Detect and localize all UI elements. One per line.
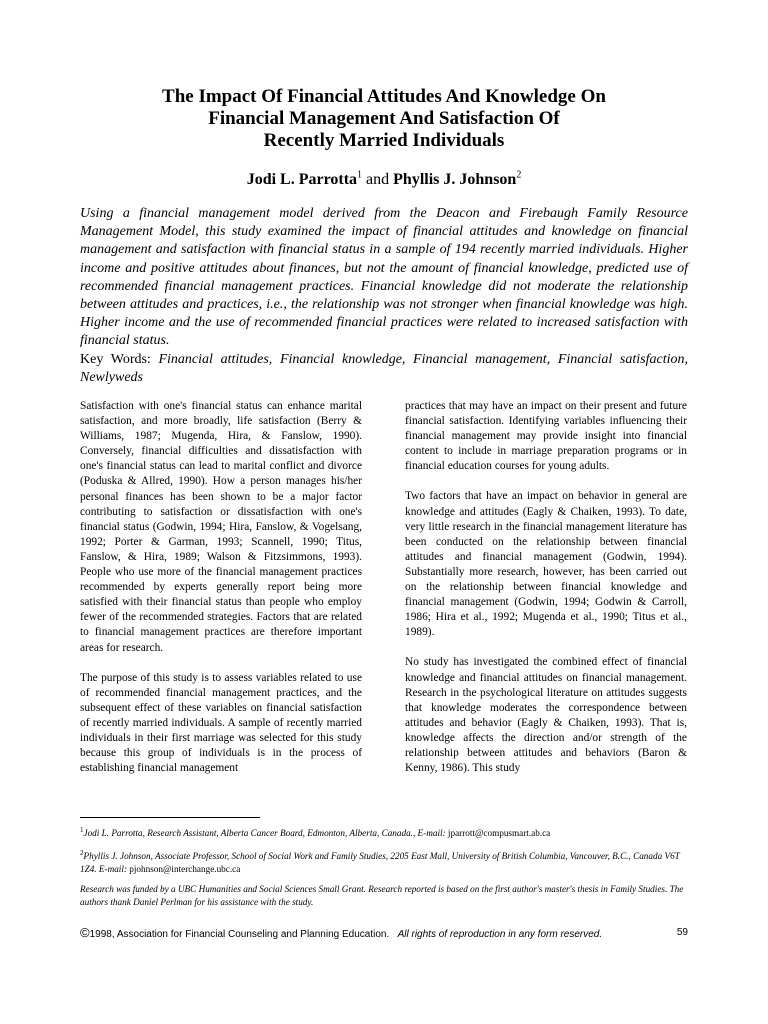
footnote-text: Jodi L. Parrotta, Research Assistant, Alberta Cancer Board, Edmonton, Alberta, Canada., E-mail:: [83, 828, 446, 838]
title-line: Recently Married Individuals: [263, 130, 505, 151]
email-link[interactable]: pjohnson@interchange.ubc.ca: [129, 863, 241, 874]
keywords-label: Key Words:: [80, 351, 151, 367]
body-paragraph: Two factors that have an impact on behavior in general are knowledge and attitudes (Eagly & Chaiken, 1993). To date, very little research in the financial management literature has been conducted on the relationship between financial attitudes and financial management (Godwin, 1994). Substantially more research, however, has been carried out on the relationship between financial knowledge and financial management (Godwin, 1994; Godwin & Carroll, 1986; Hira et al., 1992; Mugenda et al., 1990; Titus et al., 1989).: [405, 490, 687, 639]
body-paragraph: Satisfaction with one's financial status can enhance marital satisfaction, and more broadly, life satisfaction (Berry & Williams, 1987; Mugenda, Hira, & Fanslow, 1990). Conversely, financial difficulties and dissatisfaction with one's financial status can lead to marital conflict and divorce (Poduska & Allred, 1990). How a person manages his/her personal finances has been shown to be a major factor contributing to satisfaction or dissatisfaction with one's financial status (Godwin, 1994; Hira, Fanslow, & Vogelsang, 1992; Porter & Garman, 1993; Scannell, 1990; Titus, Fanslow, & Hira, 1989; Walson & Fitzsimmons, 1993). People who use more of the financial management practices recommended by experts generally report being more satisfied with their financial status than people who employ fewer of the recommended strategies. Factors that are related to financial management practices are therefore important areas for research.: [80, 400, 362, 654]
body-column-left: [80, 399, 362, 791]
paper-title: [80, 86, 688, 152]
keywords-list: Financial attitudes, Financial knowledge, Financial management, Financial satisfaction, Newlyweds: [80, 351, 688, 385]
rights-text: All rights of reproduction in any form reserved.: [397, 929, 603, 940]
abstract-text: Using a financial management model derived from the Deacon and Firebaugh Family Resource Management Model, this study examined the impact of financial attitudes and knowledge on financial management and satisfaction with financial status in a sample of 194 recently married individuals. Higher income and positive attitudes about finances, but not the amount of financial knowledge, predicted use of recommended financial management practices. Financial knowledge did not moderate the relationship between attitudes and practices, i.e., the relationship was not stronger when financial knowledge was high. Higher income and the use of recommended financial practices were related to increased satisfaction with financial status.: [80, 206, 688, 349]
author-name: Jodi L. Parrotta: [246, 171, 358, 188]
copyright-symbol: ©: [80, 925, 90, 940]
footnote-2: [80, 850, 688, 876]
author-line: [80, 170, 688, 190]
footnote-marker: 2: [80, 848, 84, 857]
footnote-text: Phyllis J. Johnson, Associate Professor, School of Social Work and Family Studies, 2205 East Mall, University of British Columbia, Vancouver, B.C., Canada V6T 1Z4. E-mail:: [80, 851, 680, 874]
email-link[interactable]: jparrott@compusmart.ab.ca: [447, 828, 551, 838]
footnote-marker: 2: [516, 169, 522, 181]
footnote-1: [80, 827, 688, 840]
body-paragraph: The purpose of this study is to assess variables related to use of recommended financial management practices, and the subsequent effect of these variables on financial satisfaction of recently married individuals. A sample of recently married individuals in their first marriage was selected for this study because this group of individuals is in the process of establishing financial management: [80, 671, 362, 775]
abstract: [80, 205, 688, 387]
copyright-text: 1998, Association for Financial Counseling and Planning Education.: [89, 929, 390, 940]
title-line: Financial Management And Satisfaction Of: [208, 108, 560, 129]
body-column-right: [405, 399, 687, 791]
author-name: Phyllis J. Johnson: [393, 171, 517, 188]
body-paragraph: practices that may have an impact on their present and future financial satisfaction. Identifying variables influencing their financial management may provide insight into financial content to include in marriage preparation programs or in financial education courses for young adults.: [405, 400, 687, 473]
page-number: 59: [676, 927, 688, 938]
footnote-rule: [80, 817, 260, 818]
funding-note: Research was funded by a UBC Humanities and Social Sciences Small Grant. Research reported is based on the first author's master's thesis in Family Studies. The authors thank Daniel Perlman for his assistance with the study.: [80, 884, 684, 907]
page-footer: [80, 926, 688, 942]
title-line: The Impact Of Financial Attitudes And Knowledge On: [162, 86, 606, 107]
footnote-marker: 1: [357, 169, 363, 181]
author-conjunction: and: [366, 171, 390, 188]
body-paragraph: No study has investigated the combined effect of financial knowledge and financial attitudes on financial management. Research in the psychological literature on attitudes suggests that knowledge moderates the correspondence between attitudes and behavior (Eagly & Chaiken, 1993). That is, knowledge affects the direction and/or strength of the relationship between attitudes and behaviors (Baron & Kenny, 1986). This study: [405, 656, 687, 775]
footnote-marker: 1: [80, 825, 84, 834]
